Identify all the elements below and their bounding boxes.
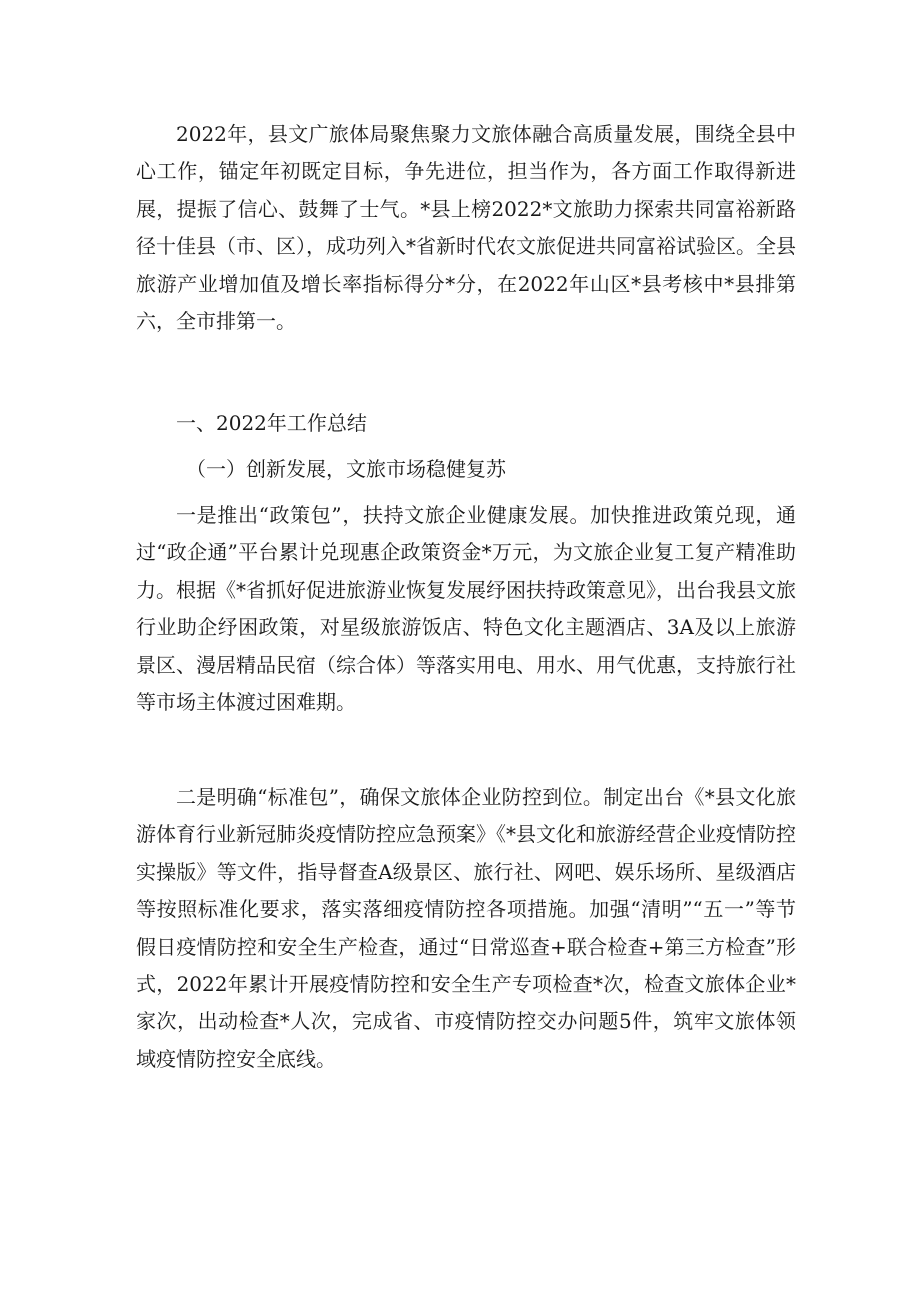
- policy-package-paragraph: 一是推出“政策包”，扶持文旅企业健康发展。加快推进政策兑现，通过“政企通”平台累计兑现惠企政策资金*万元，为文旅企业复工复产精准助力。根据《*省抓好促进旅游业恢复发展纾困扶持政策意见》，出台我县文旅行业助企纾困政策，对星级旅游饭店、特色文化主题酒店、3A及以上旅游景区、漫居精品民宿（综合体）等落实用电、用水、用气优惠，支持旅行社等市场主体渡过困难期。: [136, 503, 796, 715]
- section-heading: 一、2022年工作总结: [176, 411, 367, 435]
- intro-paragraph: 2022年，县文广旅体局聚焦聚力文旅体融合高质量发展，围绕全县中心工作，锚定年初既定目标，争先进位，担当作为，各方面工作取得新进展，提振了信心、鼓舞了士气。*县上榜2022*文旅助力探索共同富裕新路径十佳县（市、区），成功列入*省新时代农文旅促进共同富裕试验区。全县旅游产业增加值及增长率指标得分*分，在2022年山区*县考核中*县排第六，全市排第一。: [136, 122, 796, 334]
- standard-package-paragraph: 二是明确“标准包”，确保文旅体企业防控到位。制定出台《*县文化旅游体育行业新冠肺炎疫情防控应急预案》《*县文化和旅游经营企业疫情防控实操版》等文件，指导督查A级景区、旅行社、网吧、娱乐场所、星级酒店等按照标准化要求，落实落细疫情防控各项措施。加强“清明”“五一”等节假日疫情防控和安全生产检查，通过“日常巡查+联合检查+第三方检查”形式，2022年累计开展疫情防控和安全生产专项检查*次，检查文旅体企业*家次，出动检查*人次，完成省、市疫情防控交办问题5件，筑牢文旅体领域疫情防控安全底线。: [136, 785, 796, 1071]
- subsection-heading: （一）创新发展，文旅市场稳健复苏: [186, 457, 506, 481]
